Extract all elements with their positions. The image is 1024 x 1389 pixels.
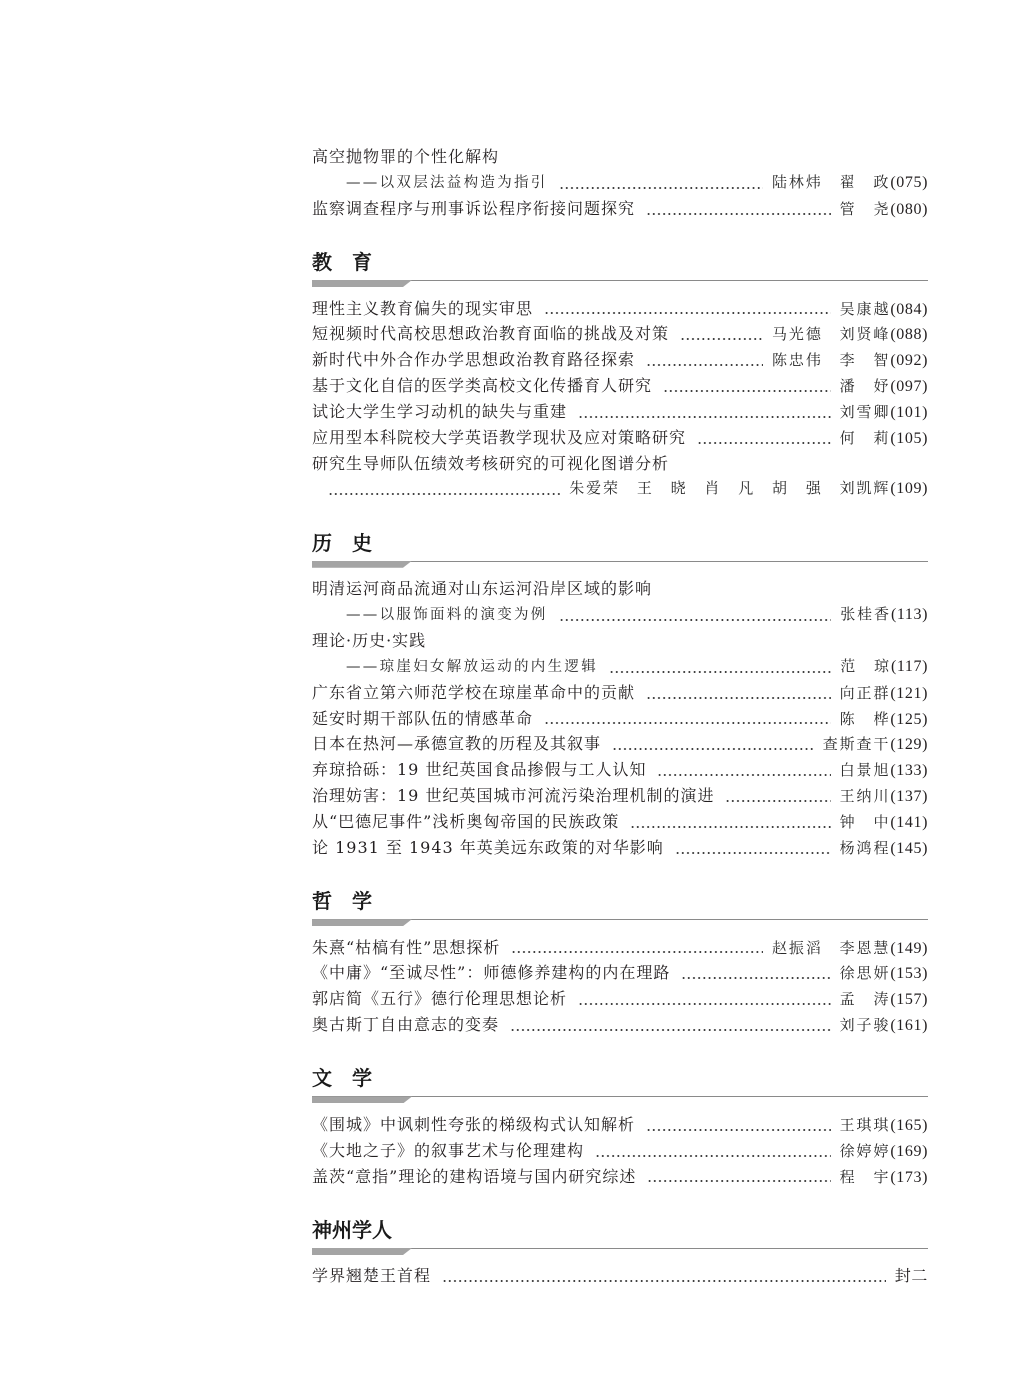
entry-title: 研究生导师队伍绩效考核研究的可视化图谱分析 — [312, 453, 670, 473]
toc-entry — [312, 835, 928, 861]
section-header — [312, 502, 928, 576]
entry-page: (075) — [890, 173, 928, 191]
toc-section — [312, 222, 928, 503]
entry-title: 论 1931 至 1943 年英美远东政策的对华影响 — [312, 837, 664, 857]
dot-leader — [681, 960, 830, 986]
entry-authors: 王琪琪 — [839, 1115, 891, 1134]
entry-subtitle: ——琼崖妇女解放运动的内生逻辑 — [346, 658, 598, 675]
entry-authors: 徐婷婷 — [839, 1141, 891, 1160]
entry-title: 朱熹“枯槁有性”思想探析 — [312, 937, 501, 957]
entry-authors: 程 宇 — [839, 1167, 891, 1186]
entry-page: (125) — [890, 710, 928, 728]
entry-title: 治理妨害：19 世纪英国城市河流污染治理机制的演进 — [312, 786, 715, 806]
entry-line — [312, 835, 928, 861]
entry-title: 《中庸》“至诚尽性”：师德修养建构的内在理路 — [312, 963, 671, 983]
toc-entry — [312, 731, 928, 757]
dot-leader — [595, 1138, 831, 1164]
entry-authors: 陈 桦 — [839, 709, 891, 728]
entry-line — [312, 986, 928, 1012]
entry-title: 弃琼拾砾：19 世纪英国食品掺假与工人认知 — [312, 760, 647, 780]
dot-leader — [328, 476, 560, 502]
section-header — [312, 222, 928, 296]
entry-page: (121) — [890, 684, 928, 702]
dot-leader — [559, 602, 832, 628]
section-heading: 哲 学 — [312, 889, 372, 914]
entry-page: (153) — [890, 965, 928, 983]
toc-entry — [312, 783, 928, 809]
entry-page: (141) — [890, 813, 928, 831]
toc-entry — [312, 960, 928, 986]
entry-page: (161) — [890, 1017, 928, 1035]
dot-leader — [657, 757, 830, 783]
entry-page: (165) — [890, 1116, 928, 1134]
entry-page: (117) — [890, 657, 928, 675]
section-header — [312, 1038, 928, 1112]
toc-section — [312, 1038, 928, 1190]
entry-page: (101) — [890, 403, 928, 421]
entry-title: 理论·历史·实践 — [312, 630, 427, 650]
entry-title: 监察调查程序与刑事诉讼程序衔接问题探究 — [312, 198, 636, 218]
entry-line — [312, 451, 928, 477]
entry-page: (133) — [890, 762, 928, 780]
entry-line — [312, 296, 928, 322]
toc-entry — [312, 321, 928, 347]
dot-leader — [559, 170, 763, 196]
entry-line — [312, 1012, 928, 1038]
entry-line — [312, 809, 928, 835]
entry-authors: 查斯查干 — [822, 735, 891, 754]
entry-authors: 朱爱荣 王 晓 肖 凡 胡 强 刘凯辉 — [569, 479, 891, 498]
dot-leader — [646, 680, 831, 706]
entry-title: 应用型本科院校大学英语教学现状及应对策略研究 — [312, 427, 687, 447]
entry-authors: 王纳川 — [839, 787, 891, 806]
entry-page: 封二 — [894, 1268, 928, 1286]
toc-entry — [312, 451, 928, 503]
entry-authors: 刘雪卿 — [839, 402, 891, 421]
entry-page: (088) — [890, 326, 928, 344]
entry-continuation-line — [312, 476, 928, 502]
entry-page: (169) — [890, 1142, 928, 1160]
entry-page: (080) — [890, 200, 928, 218]
entry-page: (105) — [890, 429, 928, 447]
entry-page: (149) — [890, 939, 928, 957]
entry-line — [312, 1138, 928, 1164]
toc-entry — [312, 628, 928, 680]
entry-page: (092) — [890, 352, 928, 370]
entry-line — [312, 783, 928, 809]
entry-line — [312, 1112, 928, 1138]
entry-line — [312, 347, 928, 373]
section-rule — [312, 919, 928, 927]
entry-line — [312, 144, 928, 170]
entry-subtitle-line — [312, 602, 928, 628]
toc-section — [312, 1189, 928, 1289]
entry-authors: 赵振滔 李恩慧 — [772, 938, 891, 957]
dot-leader — [725, 783, 830, 809]
entry-authors: 钟 中 — [839, 812, 891, 831]
toc-entry — [312, 680, 928, 706]
entry-line — [312, 1263, 928, 1289]
entry-subtitle: ——以服饰面料的演变为例 — [346, 607, 548, 624]
dot-leader — [442, 1263, 886, 1289]
toc-entry — [312, 1164, 928, 1190]
entry-title: 高空抛物罪的个性化解构 — [312, 147, 500, 166]
entry-page: (097) — [890, 378, 928, 396]
toc-entry — [312, 706, 928, 732]
entry-line — [312, 680, 928, 706]
toc-entry — [312, 935, 928, 961]
section-heading: 神州学人 — [312, 1217, 392, 1242]
entry-page: (084) — [890, 300, 928, 318]
toc-entry — [312, 399, 928, 425]
entry-title: 明清运河商品流通对山东运河沿岸区域的影响 — [312, 579, 653, 599]
entry-title: 盖茨“意指”理论的建构语境与国内研究综述 — [312, 1166, 637, 1186]
entry-line — [312, 399, 928, 425]
dot-leader — [647, 1164, 830, 1190]
entry-authors: 马光德 刘贤峰 — [772, 325, 891, 344]
toc-entry — [312, 1112, 928, 1138]
entry-authors: 管 尧 — [839, 199, 891, 218]
entry-title: 《围城》中讽刺性夸张的梯级构式认知解析 — [312, 1114, 636, 1134]
toc-section — [312, 861, 928, 1038]
entry-title: 延安时期干部队伍的情感革命 — [312, 708, 534, 728]
section-heading: 教 育 — [312, 250, 372, 275]
entry-line — [312, 935, 928, 961]
toc-entry — [312, 144, 928, 196]
entry-authors: 潘 妤 — [839, 377, 891, 396]
entry-authors: 吴康越 — [839, 299, 891, 318]
entry-title: 新时代中外合作办学思想政治教育路径探索 — [312, 350, 636, 370]
entry-title: 郭店简《五行》德行伦理思想论析 — [312, 989, 568, 1009]
entry-title: 从“巴德尼事件”浅析奥匈帝国的民族政策 — [312, 811, 620, 831]
entry-line — [312, 757, 928, 783]
entry-authors: 徐思妍 — [839, 964, 891, 983]
entry-authors: 孟 涛 — [839, 990, 891, 1009]
section-rule — [312, 1248, 928, 1256]
entry-authors: 何 莉 — [839, 428, 891, 447]
entry-authors: 白景旭 — [839, 761, 891, 780]
entry-page: (113) — [890, 606, 928, 624]
toc-entry — [312, 1263, 928, 1289]
entry-line — [312, 628, 928, 654]
entry-title: 学界翘楚王首程 — [312, 1266, 432, 1286]
entry-line — [312, 373, 928, 399]
toc-section — [312, 502, 928, 860]
section-rule — [312, 561, 928, 569]
entry-line — [312, 576, 928, 602]
section-rule — [312, 1096, 928, 1104]
toc-entry — [312, 425, 928, 451]
section-header — [312, 1189, 928, 1263]
entry-subtitle-line — [312, 170, 928, 196]
dot-leader — [510, 1012, 831, 1038]
dot-leader — [630, 809, 830, 835]
toc-entry — [312, 576, 928, 628]
section-heading: 历 史 — [312, 530, 372, 555]
entry-title: 试论大学生学习动机的缺失与重建 — [312, 401, 568, 421]
entry-authors: 杨鸿程 — [839, 838, 891, 857]
toc-entry — [312, 373, 928, 399]
dot-leader — [663, 373, 831, 399]
entry-page: (173) — [890, 1168, 928, 1186]
entry-line — [312, 321, 928, 347]
toc-entry — [312, 986, 928, 1012]
entry-title: 《大地之子》的叙事艺术与伦理建构 — [312, 1140, 585, 1160]
dot-leader — [697, 425, 831, 451]
toc-entry — [312, 296, 928, 322]
entry-title: 短视频时代高校思想政治教育面临的挑战及对策 — [312, 324, 670, 344]
entry-authors: 刘子骏 — [839, 1016, 891, 1035]
entry-subtitle-line — [312, 654, 928, 680]
entry-page: (137) — [890, 788, 928, 806]
dot-leader — [578, 986, 831, 1012]
toc-entry — [312, 196, 928, 222]
entry-authors: 陆林炜 翟 政 — [772, 172, 891, 191]
dot-leader — [612, 731, 814, 757]
dot-leader — [544, 706, 831, 732]
toc-entry — [312, 347, 928, 373]
entry-page: (157) — [890, 991, 928, 1009]
entry-page: (129) — [890, 736, 928, 754]
entry-title: 奥古斯丁自由意志的变奏 — [312, 1015, 500, 1035]
entry-page: (145) — [890, 839, 928, 857]
dot-leader — [578, 399, 831, 425]
toc-entry — [312, 1138, 928, 1164]
entry-authors: 向正群 — [839, 683, 891, 702]
entry-title: 理性主义教育偏失的现实审思 — [312, 298, 534, 318]
dot-leader — [646, 347, 763, 373]
dot-leader — [511, 935, 763, 961]
section-rule — [312, 280, 928, 288]
entry-line — [312, 425, 928, 451]
entry-line — [312, 960, 928, 986]
entry-authors: 范 琼 — [840, 656, 891, 675]
entry-title: 广东省立第六师范学校在琼崖革命中的贡献 — [312, 682, 636, 702]
entry-line — [312, 196, 928, 222]
dot-leader — [544, 296, 831, 322]
entry-line — [312, 731, 928, 757]
dot-leader — [646, 196, 831, 222]
dot-leader — [646, 1112, 831, 1138]
dot-leader — [675, 835, 831, 861]
section-header — [312, 861, 928, 935]
dot-leader — [680, 321, 763, 347]
entry-authors: 陈忠伟 李 智 — [772, 351, 891, 370]
dot-leader — [609, 654, 831, 680]
toc-section — [312, 144, 928, 222]
entry-line — [312, 706, 928, 732]
toc-entry — [312, 757, 928, 783]
entry-page: (109) — [890, 480, 928, 498]
entry-title: 日本在热河—承德宣教的历程及其叙事 — [312, 734, 602, 754]
entry-authors: 张桂香 — [840, 605, 891, 624]
table-of-contents — [312, 144, 928, 1289]
entry-line — [312, 1164, 928, 1190]
toc-entry — [312, 809, 928, 835]
entry-subtitle: ——以双层法益构造为指引 — [346, 174, 548, 191]
entry-title: 基于文化自信的医学类高校文化传播育人研究 — [312, 376, 653, 396]
toc-entry — [312, 1012, 928, 1038]
section-heading: 文 学 — [312, 1066, 372, 1091]
